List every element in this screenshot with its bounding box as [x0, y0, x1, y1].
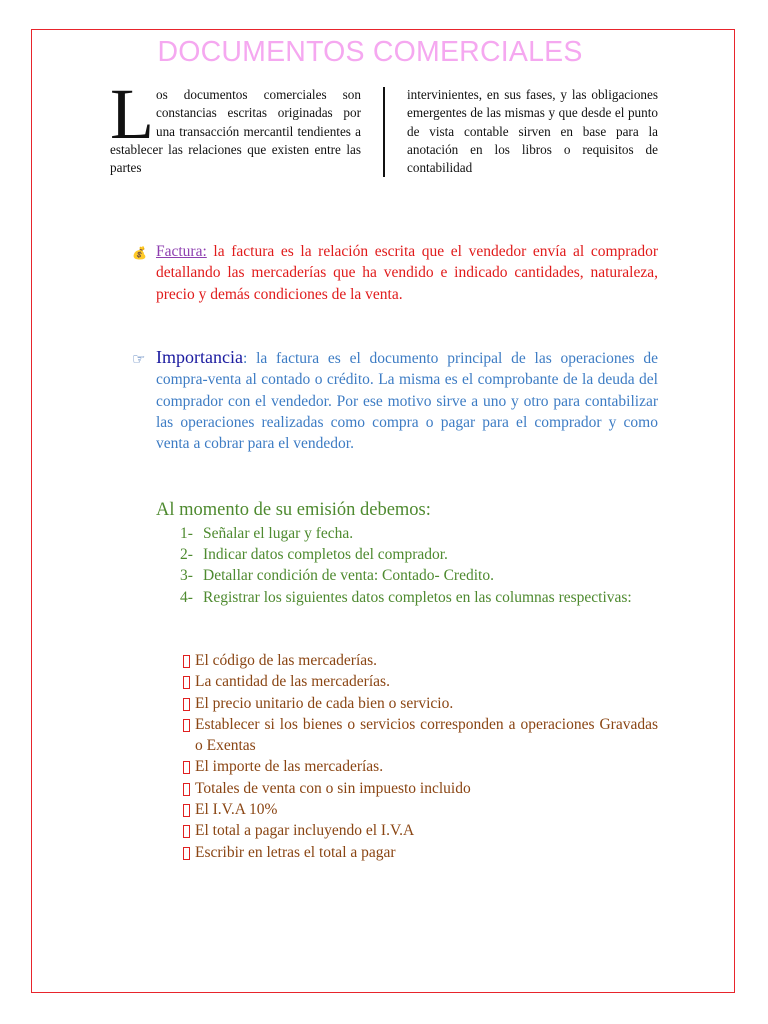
checkbox-icon	[183, 655, 190, 668]
checkbox-icon	[183, 676, 190, 689]
list-item: Escribir en letras el total a pagar	[180, 842, 658, 863]
list-item: El total a pagar incluyendo el I.V.A	[180, 820, 658, 841]
checkbox-icon	[183, 761, 190, 774]
checklist	[180, 650, 658, 863]
checkbox-icon	[183, 719, 190, 732]
list-item: 2- Indicar datos completos del comprador.	[180, 546, 448, 564]
importancia-label: Importancia	[156, 347, 243, 367]
list-item: El código de las mercaderías.	[180, 650, 658, 671]
emision-heading: Al momento de su emisión debemos:	[156, 500, 431, 520]
importancia-paragraph	[156, 347, 658, 454]
document-title: DOCUMENTOS COMERCIALES	[157, 36, 583, 68]
list-item: Establecer si los bienes o servicios corresponden a operaciones Gravadas o Exentas	[180, 714, 658, 757]
pointing-hand-icon: ☞	[132, 352, 146, 368]
factura-text: la factura es la relación escrita que el vendedor envía al comprador detallando las mercaderías que ha vendido e indicado cantidades, naturaleza, precio y demás condiciones de la venta.	[156, 243, 658, 303]
list-item: La cantidad de las mercaderías.	[180, 671, 658, 692]
money-bag-icon: 💰	[132, 246, 147, 260]
list-item: El I.V.A 10%	[180, 799, 658, 820]
factura-paragraph	[156, 241, 658, 305]
checkbox-icon	[183, 825, 190, 838]
checkbox-icon	[183, 698, 190, 711]
column-divider	[383, 87, 385, 177]
list-item: 4- Registrar los siguientes datos completos en las columnas respectivas:	[180, 588, 632, 606]
intro-left-column	[110, 74, 361, 177]
list-item: 3- Detallar condición de venta: Contado- Credito.	[180, 567, 494, 585]
intro-right-column	[407, 86, 658, 177]
list-item: El precio unitario de cada bien o servicio.	[180, 693, 658, 714]
intro-left-text: os documentos comerciales son constancias escritas originadas por una transacción mercantil tendientes a establecer las relaciones que existen entre las partes	[110, 87, 361, 176]
checkbox-icon	[183, 847, 190, 860]
intro-right-text: intervinientes, en sus fases, y las obligaciones emergentes de las mismas y que desde el punto de vista contable sirven en base para la anotación en los libros o requisitos de contabilidad	[407, 87, 658, 176]
checkbox-icon	[183, 804, 190, 817]
steps-list	[180, 523, 658, 608]
drop-cap: L	[110, 74, 154, 154]
list-item: 1- Señalar el lugar y fecha.	[180, 525, 354, 542]
list-item: Totales de venta con o sin impuesto incluido	[180, 778, 658, 799]
factura-label: Factura:	[156, 243, 207, 260]
list-item: El importe de las mercaderías.	[180, 756, 658, 777]
checkbox-icon	[183, 783, 190, 796]
importancia-text: : la factura es el documento principal de las operaciones de compra-venta al contado o crédito. La misma es el comprobante de la deuda del comprador con el vendedor. Por ese motivo sirve a uno y otro para contabilizar las operaciones realizadas como compra o pagar para el comprador y como venta a cobrar para el vendedor.	[156, 350, 658, 453]
